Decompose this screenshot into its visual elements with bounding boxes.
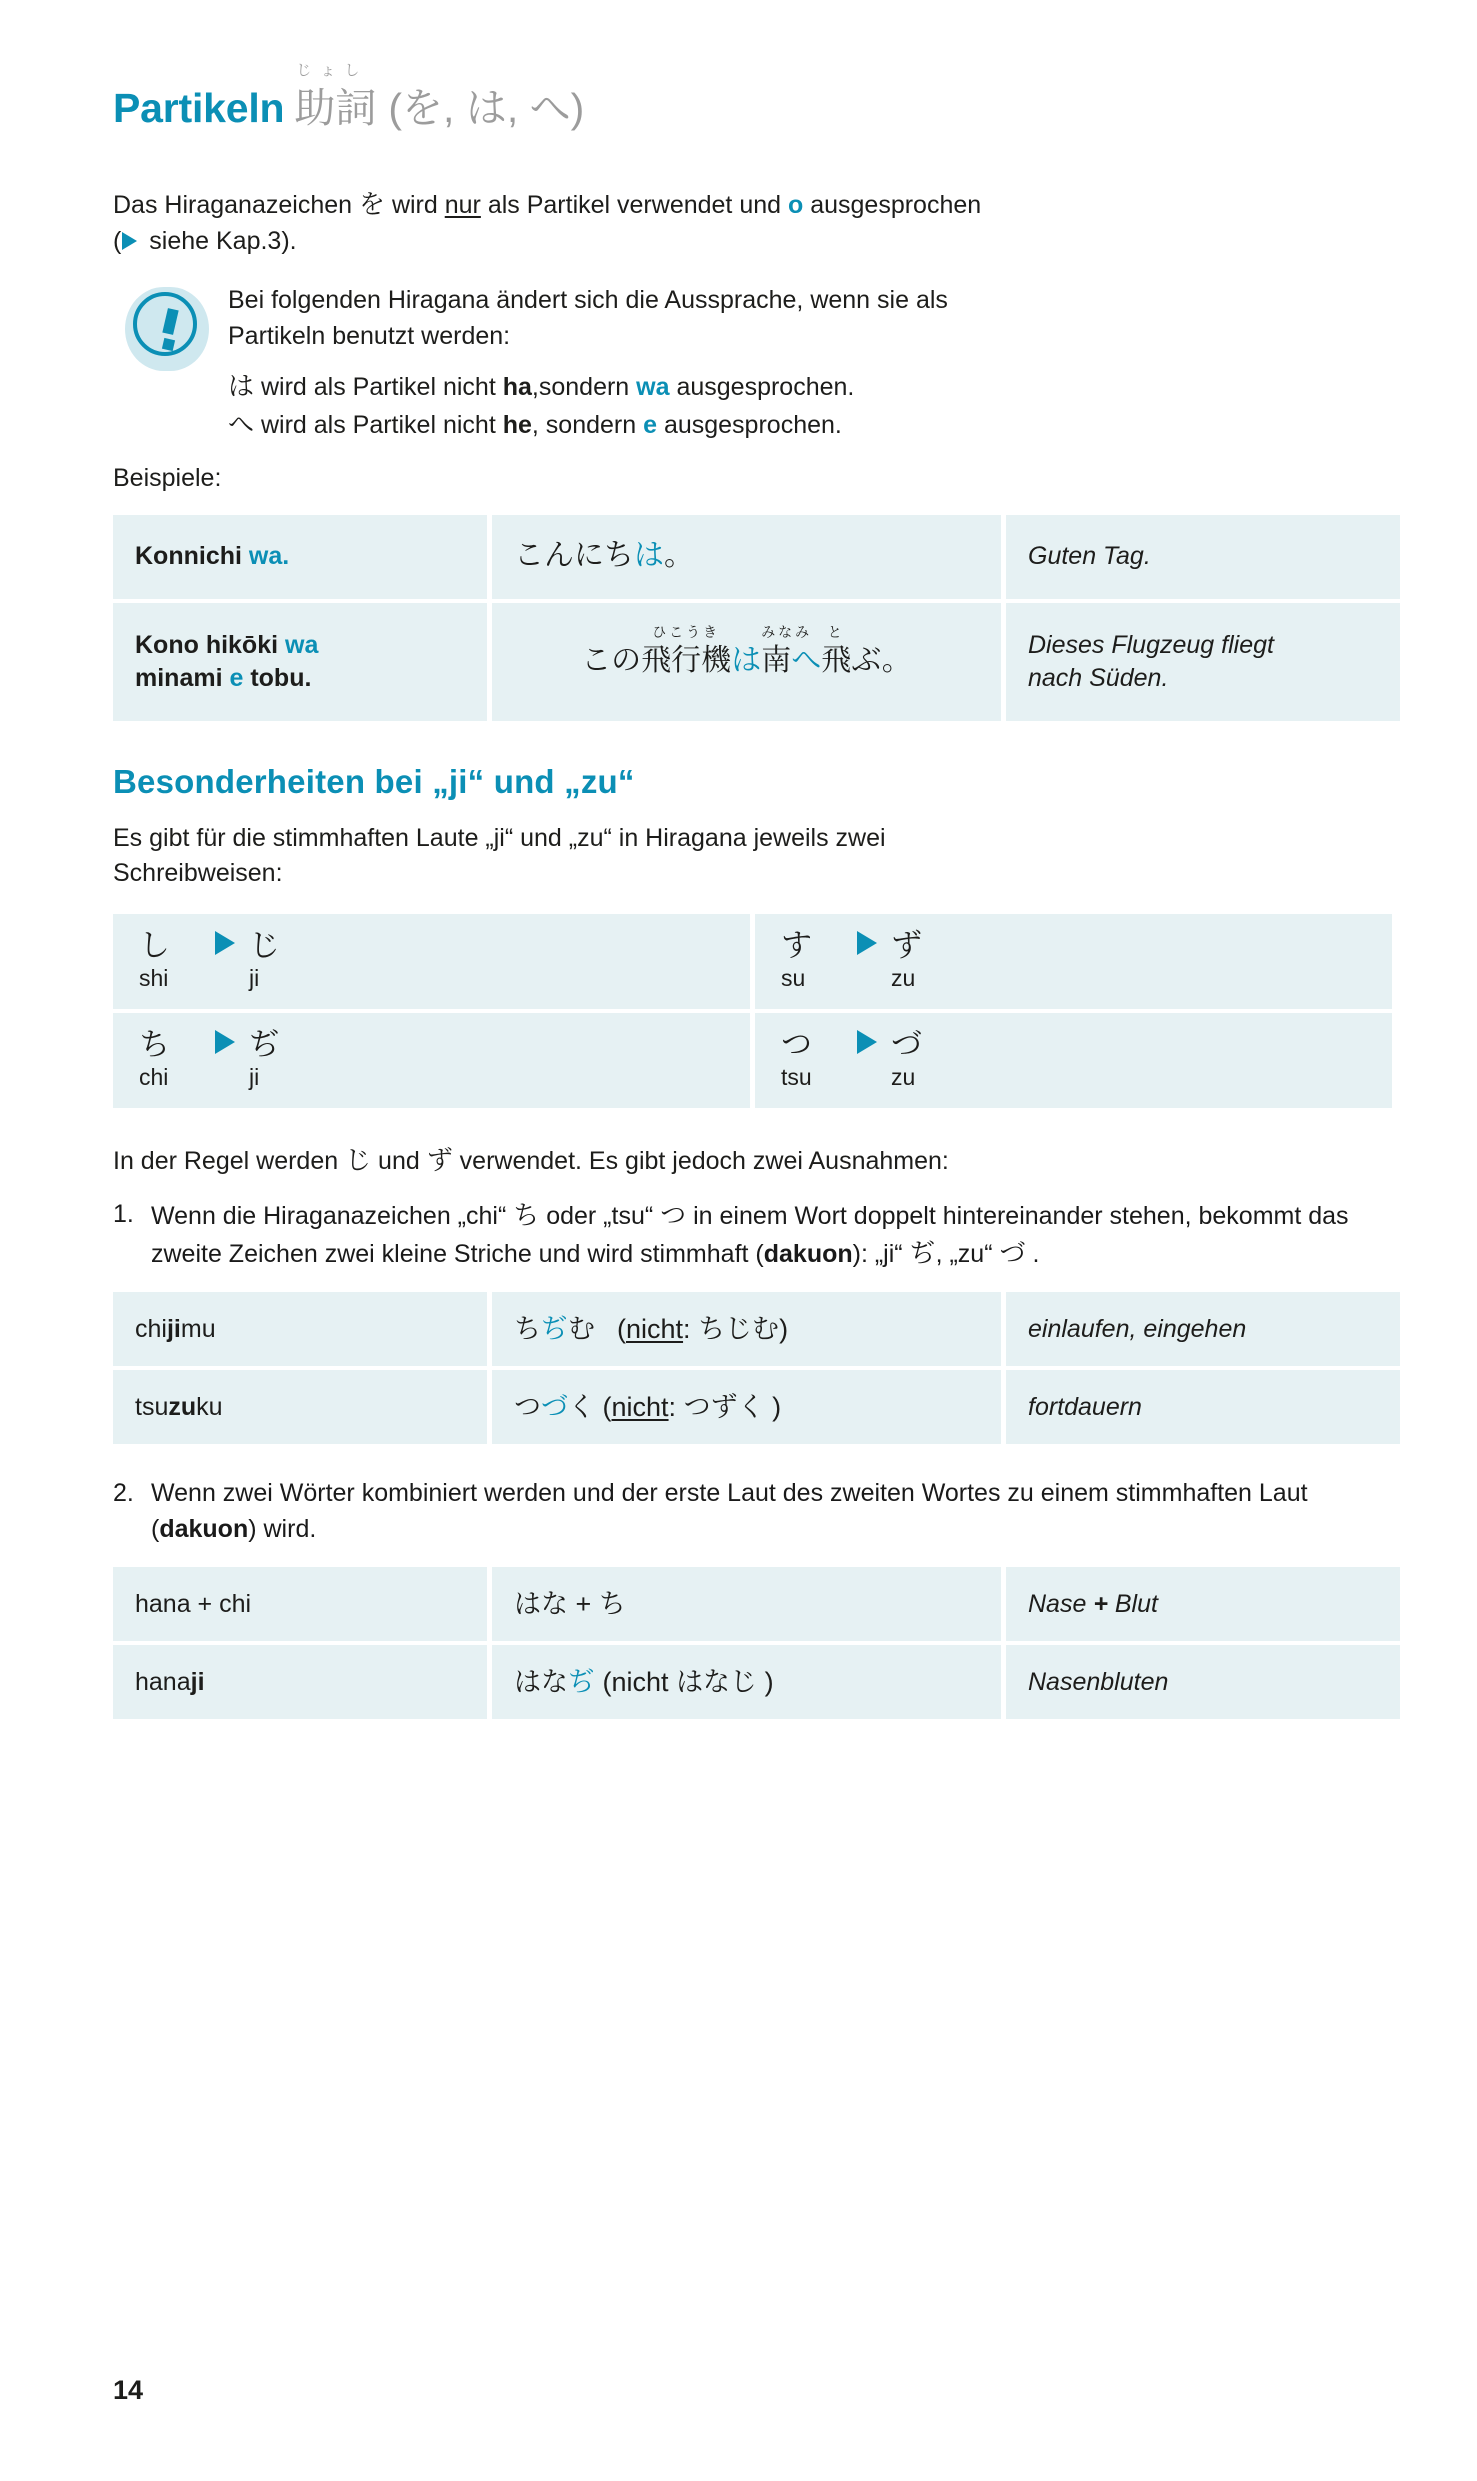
word-romaji-b: mu bbox=[180, 1315, 216, 1344]
example-romaji-accent: wa bbox=[285, 631, 319, 659]
arrow-right-icon bbox=[215, 1030, 235, 1054]
word-nicht-underlined: nicht bbox=[626, 1313, 684, 1344]
jizu-to-romaji: ji bbox=[249, 965, 260, 992]
word-paren-mid: : bbox=[668, 1391, 684, 1422]
word-nicht-underlined: nicht bbox=[611, 1391, 669, 1422]
word-jp-pre: ち bbox=[514, 1313, 541, 1344]
word-romaji-a: tsu bbox=[135, 1393, 169, 1422]
table-row bbox=[113, 1567, 1400, 1641]
exclamation-circle-icon bbox=[125, 287, 209, 371]
word-paren-mid: : bbox=[683, 1313, 699, 1344]
rule-1-number: 1. bbox=[113, 1200, 134, 1229]
rule-1-text-3: in einem Wort doppelt hintereinander stehen, bekommt das zweite Zeichen zwei kleine Striche und wird stimmhaft ( bbox=[151, 1202, 1349, 1268]
jizu-from-kana: ち bbox=[139, 1026, 170, 1062]
section2-para-line-1: Es gibt für die stimmhaften Laute „ji“ und „zu“ in Hiragana jeweils zwei bbox=[113, 823, 886, 852]
example-japanese-text bbox=[514, 539, 979, 574]
word-romaji-bold: zu bbox=[168, 1393, 197, 1422]
jizu-romaji-line bbox=[781, 1064, 1366, 1092]
jp-segment: ぶ。 bbox=[851, 644, 912, 678]
word-german-cell bbox=[1006, 1567, 1400, 1641]
table-row bbox=[113, 515, 1400, 599]
rule-intro-paragraph bbox=[113, 1142, 1383, 1180]
jizu-to-romaji: zu bbox=[891, 1064, 916, 1091]
rule-1-kana-tsu: つ bbox=[660, 1200, 687, 1231]
note-rule-he bbox=[228, 406, 1383, 444]
word-german-cell: fortdauern bbox=[1006, 1370, 1400, 1444]
jp-ruby-group bbox=[761, 624, 813, 679]
word-german-bold: + bbox=[1093, 1590, 1108, 1619]
word-paren-open: ( bbox=[617, 1313, 626, 1344]
word-japanese-cell bbox=[492, 1292, 1001, 1366]
jizu-to-kana: ず bbox=[891, 927, 922, 963]
rule-2-bold-dakuon: dakuon bbox=[159, 1514, 249, 1543]
word-romaji-cell bbox=[113, 1645, 487, 1719]
word-jp-accent: ぢ bbox=[541, 1313, 568, 1344]
arrow-right-icon bbox=[857, 931, 877, 955]
rule-2-number: 2. bbox=[113, 1479, 134, 1508]
jizu-kana-line bbox=[139, 928, 724, 964]
rule-2-text-1: Wenn zwei Wörter kombiniert werden und der erste Laut des zweiten Wortes zu einem stimmhaften Laut ( bbox=[151, 1479, 1308, 1543]
word-paren-open: ( bbox=[595, 1666, 612, 1697]
example-romaji-plain-3: tobu. bbox=[243, 663, 312, 692]
example-romaji-plain: Konnichi bbox=[135, 542, 249, 571]
rule-1-item bbox=[113, 1197, 1383, 1272]
word-german-b: Blut bbox=[1107, 1590, 1158, 1619]
word-german-cell: einlaufen, eingehen bbox=[1006, 1292, 1400, 1366]
section2-para-line-2: Schreibweisen: bbox=[113, 859, 283, 887]
rule-1-kana-dji: ぢ bbox=[909, 1237, 936, 1268]
example-japanese-text bbox=[514, 624, 979, 679]
intro-text-a: Das Hiraganazeichen bbox=[113, 191, 359, 219]
word-jp-wrong: はなじ bbox=[676, 1666, 765, 1697]
rule-1-text-6: . bbox=[1025, 1239, 1040, 1268]
intro-see-chapter: siehe Kap.3). bbox=[142, 226, 297, 255]
word-jp-wrong: ちじむ bbox=[698, 1313, 780, 1344]
word-romaji-b: ku bbox=[196, 1393, 223, 1422]
intro-text-b: wird bbox=[385, 191, 445, 219]
note-rule-he-kana: へ bbox=[228, 408, 255, 439]
jp-ruby-group bbox=[641, 624, 732, 679]
word-paren-close: ) bbox=[772, 1391, 782, 1422]
table-row bbox=[113, 914, 1392, 1009]
word-japanese-cell bbox=[492, 1567, 1001, 1641]
example-german-line-2: nach Süden. bbox=[1028, 663, 1169, 692]
example-romaji-line-1 bbox=[135, 629, 465, 662]
word-romaji-a: hana + chi bbox=[135, 1590, 252, 1619]
word-romaji-cell bbox=[113, 1567, 487, 1641]
jp-segment-particle: は bbox=[731, 644, 762, 678]
word-jp-accent: ぢ bbox=[568, 1666, 595, 1697]
jizu-kana-line bbox=[139, 1027, 724, 1063]
jizu-cell bbox=[113, 1013, 750, 1108]
jizu-cell bbox=[113, 914, 750, 1009]
intro-kana-wo: を bbox=[358, 189, 385, 219]
rule-intro-kana-ji: じ bbox=[345, 1144, 372, 1175]
jizu-to-kana: じ bbox=[249, 927, 280, 963]
note-rule-ha-text-a: wird als Partikel nicht bbox=[254, 373, 503, 401]
example-japanese-cell bbox=[492, 603, 1001, 721]
word-paren-close: ) bbox=[764, 1666, 774, 1697]
word-romaji-bold: ji bbox=[190, 1668, 205, 1697]
intro-paren-open: ( bbox=[113, 226, 122, 255]
rule-1-bold-dakuon: dakuon bbox=[763, 1239, 853, 1268]
example-japanese-cell bbox=[492, 515, 1001, 599]
word-nicht: nicht bbox=[611, 1666, 669, 1697]
jizu-kana-line bbox=[781, 1027, 1366, 1063]
word-german-a: Nasenbluten bbox=[1028, 1668, 1169, 1697]
word-romaji-bold: ji bbox=[166, 1315, 181, 1344]
intro-text-d: ausgesprochen bbox=[803, 191, 982, 219]
jizu-cell bbox=[755, 914, 1392, 1009]
word-paren-open: ( bbox=[595, 1391, 612, 1422]
section2-paragraph bbox=[113, 821, 1383, 892]
jizu-romaji-line bbox=[139, 965, 724, 993]
example-romaji-line-2 bbox=[135, 662, 465, 695]
jp-furigana: ひこうき bbox=[652, 624, 721, 641]
example-romaji-plain: Kono hikōki bbox=[135, 631, 285, 659]
example-german-line-1: Dieses Flugzeug fliegt bbox=[1028, 631, 1274, 659]
note-rule-he-text-b: , sondern bbox=[531, 410, 644, 439]
word-jp-post: む bbox=[568, 1313, 595, 1344]
note-spacer bbox=[228, 354, 1383, 368]
word-japanese-cell bbox=[492, 1370, 1001, 1444]
jizu-from-romaji: chi bbox=[139, 1064, 169, 1091]
word-jp-pre: つ bbox=[514, 1391, 541, 1422]
table-row bbox=[113, 1292, 1400, 1366]
word-jp-pre: はな + ち bbox=[514, 1588, 626, 1619]
word-jp-pre: はな bbox=[514, 1666, 568, 1697]
jizu-to-kana: ぢ bbox=[249, 1026, 280, 1062]
note-rule-ha-text-c: ausgesprochen. bbox=[669, 373, 855, 401]
arrow-right-icon bbox=[215, 931, 235, 955]
page-title-main: Partikeln bbox=[113, 85, 285, 131]
examples-table bbox=[108, 511, 1405, 725]
jizu-to-kana: づ bbox=[891, 1026, 922, 1062]
example-romaji-accent: wa. bbox=[248, 542, 290, 571]
rule-1-kana-chi: ち bbox=[513, 1200, 540, 1231]
rule-2-item bbox=[113, 1476, 1383, 1547]
word-romaji-a: chi bbox=[135, 1315, 167, 1344]
note-rule-he-text-c: ausgesprochen. bbox=[657, 410, 842, 439]
table-row bbox=[113, 1645, 1400, 1719]
jp-base: 南 bbox=[761, 644, 792, 678]
rule-intro-c: verwendet. Es gibt jedoch zwei Ausnahmen: bbox=[452, 1146, 949, 1175]
table-row bbox=[113, 1013, 1392, 1108]
note-rule-ha-bold: ha bbox=[502, 373, 532, 401]
jizu-romaji-line bbox=[781, 965, 1366, 993]
rule-1-text-5: , „zu“ bbox=[935, 1239, 1000, 1268]
word-german-a: Nase bbox=[1028, 1590, 1094, 1619]
rule-1-text-1: Wenn die Hiraganazeichen „chi“ bbox=[151, 1202, 514, 1231]
note-rule-ha-kana: は bbox=[228, 371, 255, 401]
jizu-from-kana: し bbox=[139, 927, 170, 963]
note-rule-ha bbox=[228, 368, 1383, 406]
word-jp-accent: づ bbox=[541, 1391, 568, 1422]
jp-segment: この bbox=[581, 644, 642, 678]
jp-segment: こんにち bbox=[514, 539, 634, 573]
word-japanese-cell bbox=[492, 1645, 1001, 1719]
intro-text-c: als Partikel verwendet und bbox=[480, 191, 788, 219]
note-rule-ha-accent: wa bbox=[636, 373, 670, 401]
example-romaji-cell bbox=[113, 603, 487, 721]
word-paren-mid bbox=[669, 1667, 677, 1697]
page-title bbox=[113, 62, 1383, 160]
page-title-kanji-text: 助詞 bbox=[294, 85, 377, 131]
jp-base: 飛 bbox=[821, 644, 852, 678]
page-title-kanji bbox=[294, 62, 377, 131]
note-intro-line-2: Partikeln benutzt werden: bbox=[228, 321, 511, 350]
section-heading-besonderheiten: Besonderheiten bei „ji“ und „zu“ bbox=[113, 762, 635, 800]
rule-1-table bbox=[108, 1288, 1405, 1448]
note-rule-he-text-a: wird als Partikel nicht bbox=[254, 410, 503, 439]
note-rule-ha-text-b: ,sondern bbox=[531, 373, 637, 401]
note-box bbox=[113, 283, 1383, 443]
rule-1-text-4: ): „ji“ bbox=[852, 1239, 910, 1268]
jp-furigana: みなみ bbox=[761, 624, 813, 641]
jp-furigana: と bbox=[827, 624, 845, 641]
jizu-romaji-line bbox=[139, 1064, 724, 1092]
rule-2-table bbox=[108, 1563, 1405, 1723]
jizu-to-romaji: zu bbox=[891, 965, 916, 992]
page-content bbox=[113, 62, 1383, 1751]
word-german-cell bbox=[1006, 1645, 1400, 1719]
rule-1-text-2: oder „tsu“ bbox=[539, 1202, 661, 1231]
jizu-from-kana: す bbox=[781, 927, 812, 963]
rule-intro-a: In der Regel werden bbox=[113, 1146, 346, 1175]
intro-underlined-nur: nur bbox=[444, 191, 481, 219]
jizu-from-kana: つ bbox=[781, 1026, 812, 1062]
jizu-from-romaji: shi bbox=[139, 965, 169, 992]
example-romaji-accent-2: e bbox=[229, 663, 244, 692]
note-rule-he-accent: e bbox=[643, 410, 657, 439]
jp-ruby-group bbox=[821, 624, 852, 679]
arrow-right-icon bbox=[122, 232, 137, 250]
jizu-from-romaji: su bbox=[781, 965, 806, 992]
intro-accent-o: o bbox=[787, 191, 804, 219]
jp-segment-particle: は bbox=[634, 539, 664, 573]
rule-1-kana-dzu: づ bbox=[999, 1237, 1026, 1268]
page-title-parenthetical: (を, は, へ) bbox=[388, 85, 585, 131]
jp-segment-particle: へ bbox=[791, 644, 822, 678]
word-paren-close: ) bbox=[779, 1313, 789, 1344]
word-romaji-cell bbox=[113, 1292, 487, 1366]
jp-segment: 。 bbox=[664, 539, 694, 573]
example-german-cell bbox=[1006, 603, 1400, 721]
examples-label: Beispiele: bbox=[113, 464, 222, 492]
note-intro-line-1: Bei folgenden Hiragana ändert sich die Aussprache, wenn sie als bbox=[228, 286, 948, 314]
note-rule-he-bold: he bbox=[502, 410, 532, 439]
table-row bbox=[113, 603, 1400, 721]
example-german-cell: Guten Tag. bbox=[1006, 515, 1400, 599]
rule-2-text-2: ) wird. bbox=[248, 1514, 317, 1543]
rule-intro-kana-zu: ず bbox=[426, 1144, 453, 1175]
note-text bbox=[228, 283, 1383, 443]
rule-intro-b: und bbox=[371, 1146, 427, 1175]
page-title-furigana: じょし bbox=[296, 62, 369, 79]
word-romaji-a: hana bbox=[135, 1668, 191, 1697]
arrow-right-icon bbox=[857, 1030, 877, 1054]
example-romaji-cell bbox=[113, 515, 487, 599]
word-romaji-cell bbox=[113, 1370, 487, 1444]
word-jp-post: く bbox=[568, 1391, 595, 1422]
jp-base: 飛行機 bbox=[641, 644, 732, 678]
example-romaji-plain-2: minami bbox=[135, 663, 230, 692]
jizu-table bbox=[108, 910, 1397, 1112]
jizu-to-romaji: ji bbox=[249, 1064, 260, 1091]
page-number: 14 bbox=[113, 2375, 144, 2405]
jizu-kana-line bbox=[781, 928, 1366, 964]
word-jp-wrong: つずく bbox=[683, 1391, 773, 1422]
intro-paragraph bbox=[113, 186, 1383, 259]
jizu-cell bbox=[755, 1013, 1392, 1108]
jizu-from-romaji: tsu bbox=[781, 1064, 812, 1091]
table-row bbox=[113, 1370, 1400, 1444]
